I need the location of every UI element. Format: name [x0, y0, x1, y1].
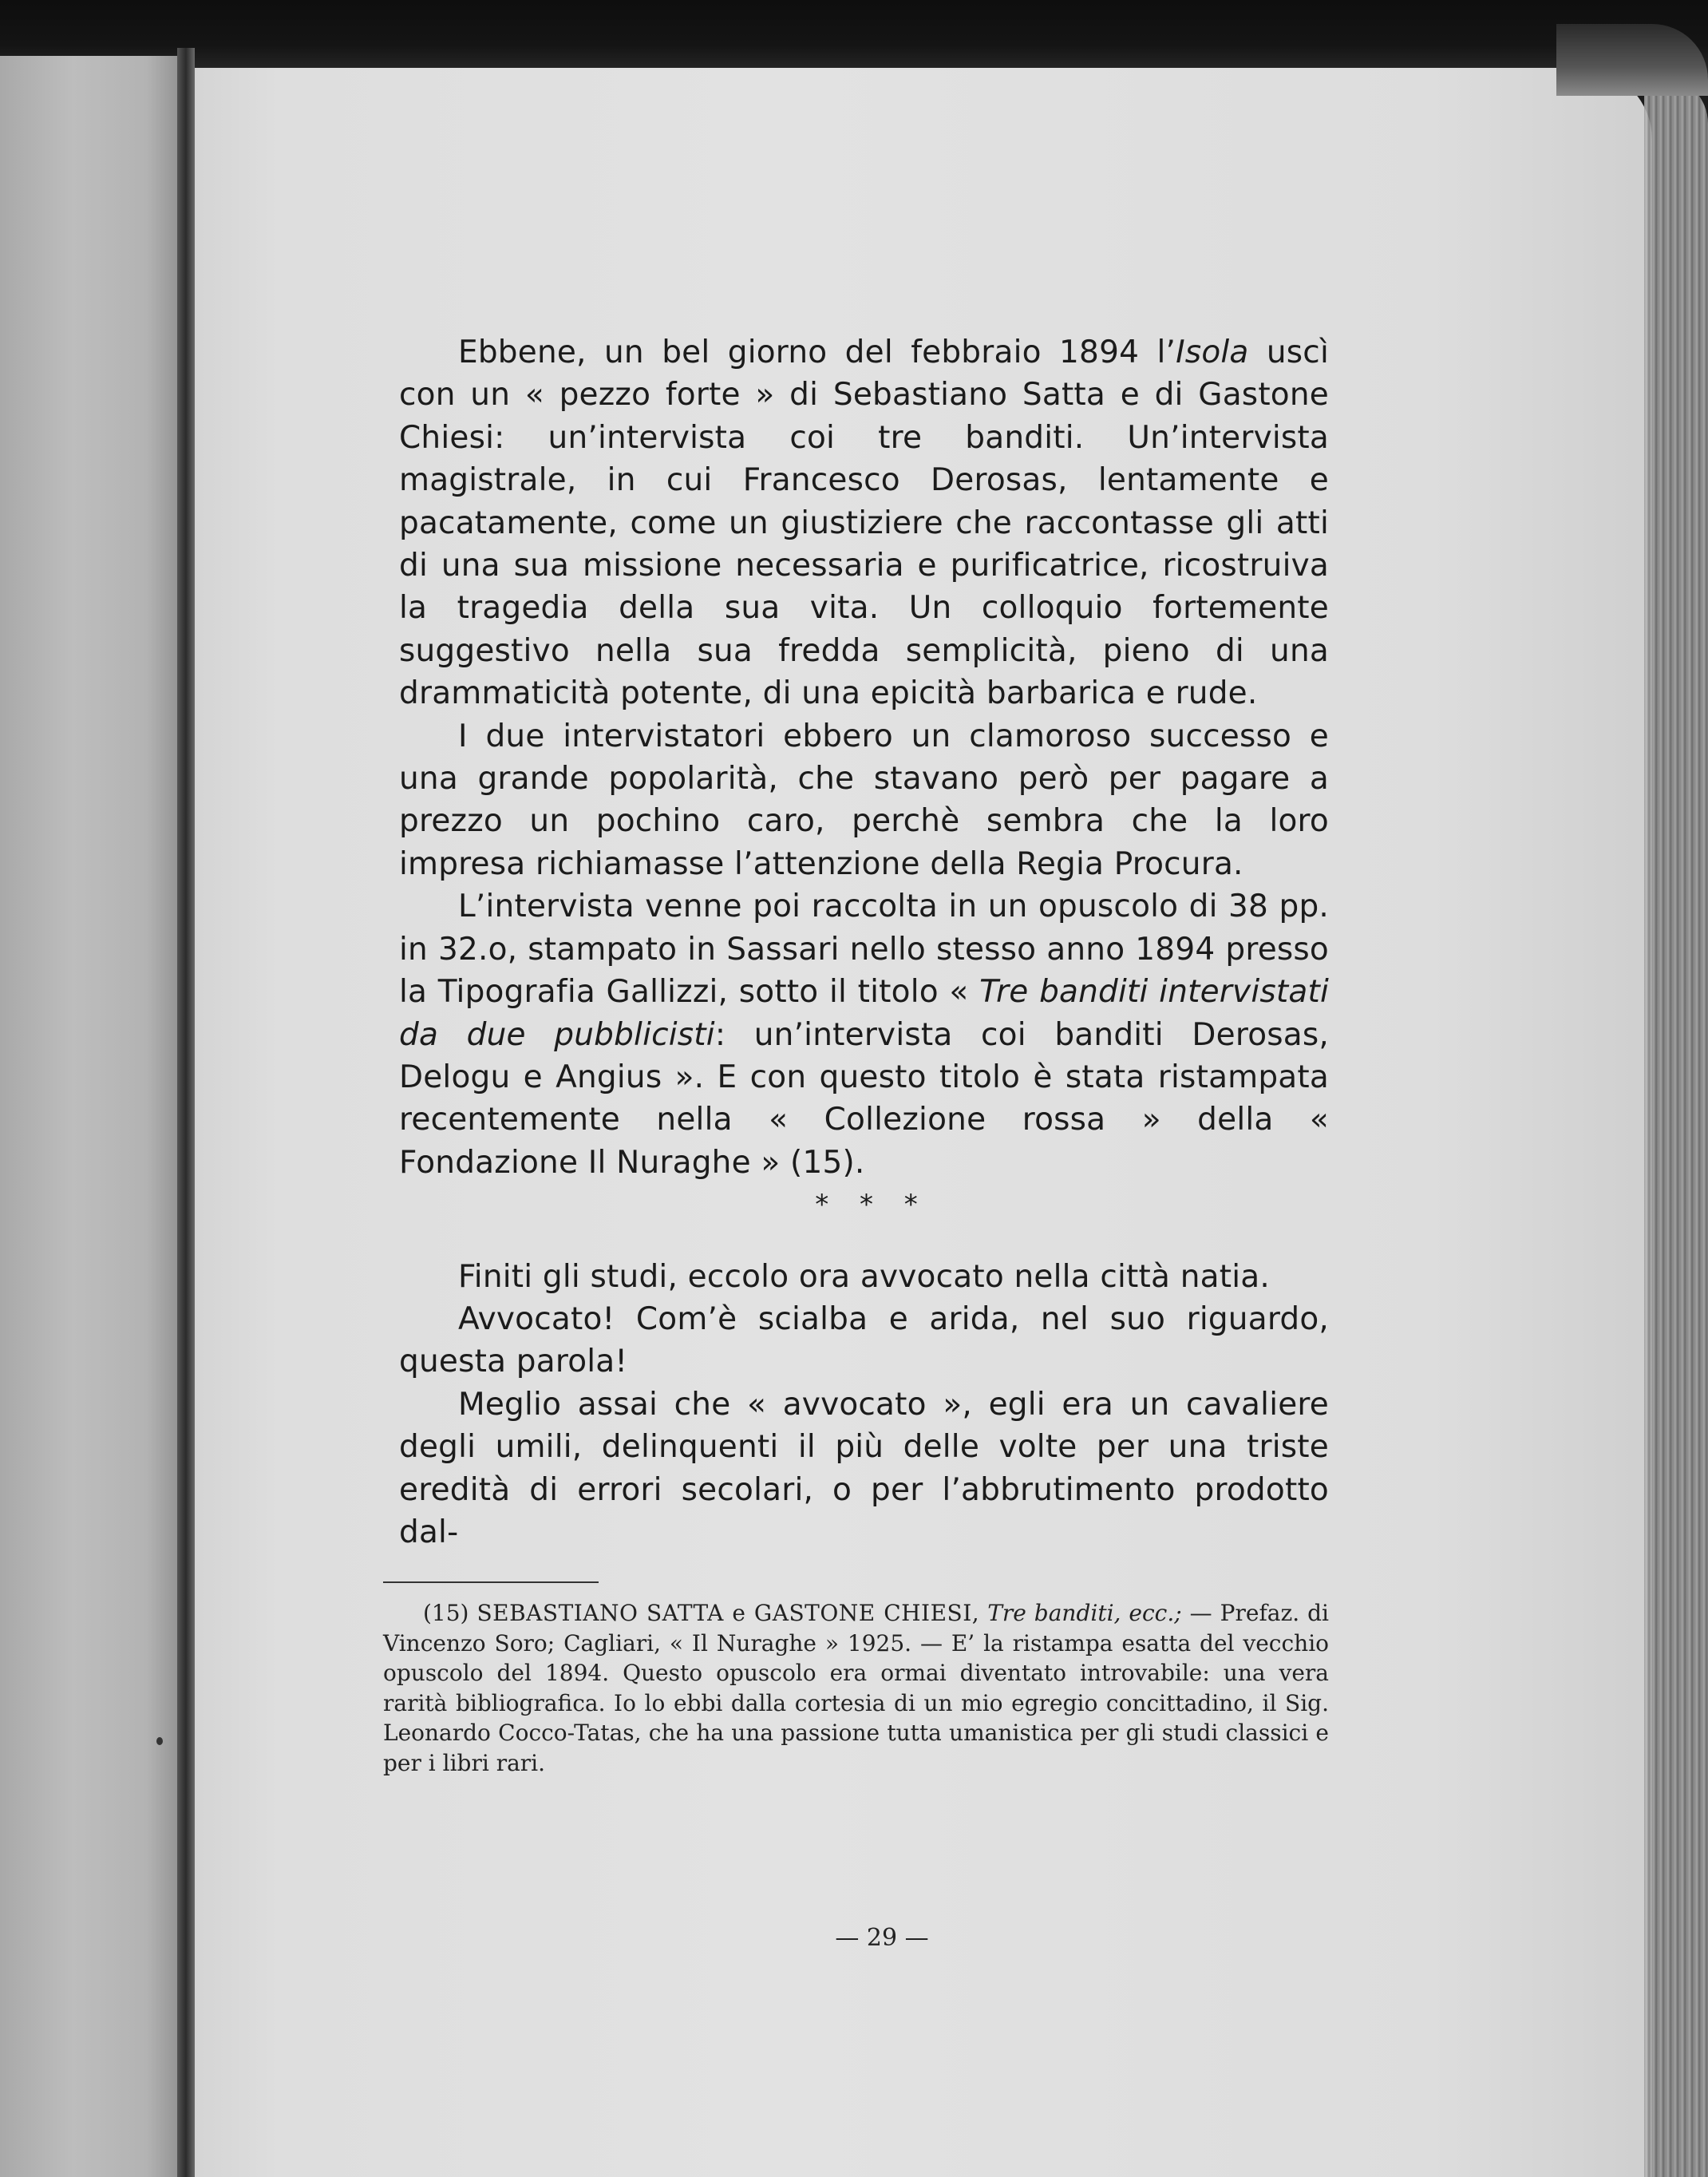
page-corner-curl: [1556, 24, 1708, 96]
section-separator: * * *: [815, 1189, 929, 1221]
paragraph-1: [399, 331, 1329, 715]
footnote-marker: (15): [423, 1600, 469, 1626]
footnote-text: — Prefaz. di Vincenzo Soro; Cagliari, « Il Nuraghe » 1925. — E’ la ristampa esatta del vecchio opuscolo del 1894. Questo opuscolo era ormai diventato introvabile: una vera rarità bibliografica. Io lo ebbi dalla cortesia di un mio egregio concittadino, il Sig. Leonardo Cocco-Tatas, che ha una passione tutta umanistica per gli studi classici e per i libri rari.: [383, 1600, 1330, 1776]
paragraph-1-text-a: Ebbene, un bel giorno del febbraio 1894 l’: [458, 334, 1176, 370]
footnote-rule: [383, 1581, 599, 1583]
separator-spacer: [399, 1227, 1329, 1256]
paragraph-2: I due intervistatori ebbero un clamoroso successo e una grande popolarità, che stavano però per pagare a prezzo un pochino caro, perchè sembra che la loro impresa richiamasse l’attenzione della Regia Procura.: [399, 718, 1329, 882]
paragraph-3-text-b: : un’intervista coi banditi Derosas, Delogu e Angius ». E con questo titolo è stata ristampata recentemente nella « Collezione rossa » della « Fondazione Il Nuraghe » (15).: [399, 1016, 1329, 1181]
footnote-block: [383, 1598, 1329, 1779]
paragraph-3: [399, 885, 1329, 1184]
page-number: — 29 —: [835, 1924, 929, 1952]
paragraph-3-text-a: L’intervista venne poi raccolta in un opuscolo di 38 pp. in 32.o, stampato in Sassari nello stesso anno 1894 presso la Tipografia Gallizzi, sotto il titolo «: [399, 889, 1329, 1011]
footnote-title: Tre banditi, ecc.;: [987, 1600, 1182, 1626]
paragraph-3-italic: Tre banditi intervistati da due pubblicisti: [399, 974, 1329, 1053]
footnote-authors: SEBASTIANO SATTA e GASTONE CHIESI,: [476, 1600, 980, 1626]
paragraph-6: Meglio assai che « avvocato », egli era un cavaliere degli umili, delinquenti il più delle volte per una triste eredità di errori secolari, o per l’abbrutimento prodotto dal-: [399, 1386, 1329, 1550]
footnote-15: [383, 1598, 1329, 1779]
main-text-block: [399, 331, 1329, 1554]
paragraph-5: Avvocato! Com’è scialba e arida, nel suo riguardo, questa parola!: [399, 1300, 1329, 1380]
book-gutter: [177, 48, 195, 2177]
book-top-edge: [0, 0, 1708, 76]
page-edges-stack: [1644, 76, 1708, 2177]
paragraph-1-italic: Isola: [1176, 334, 1249, 370]
dust-speck: [156, 1737, 163, 1745]
left-page-edge: [0, 56, 184, 2177]
paragraph-4: Finiti gli studi, eccolo ora avvocato nella città natia.: [458, 1258, 1270, 1295]
paragraph-1-text-b: uscì con un « pezzo forte » di Sebastiano Satta e di Gastone Chiesi: un’intervista coi tre banditi. Un’intervista magistrale, in cui Francesco Derosas, lentamente e pacatamente, come un giustiziere che raccontasse gli atti di una sua missione necessaria e purificatrice, ricostruiva la tragedia della sua vita. Un colloquio fortemente suggestivo nella sua fredda semplicità, pieno di una drammaticità potente, di una epicità barbarica e rude.: [399, 334, 1329, 712]
